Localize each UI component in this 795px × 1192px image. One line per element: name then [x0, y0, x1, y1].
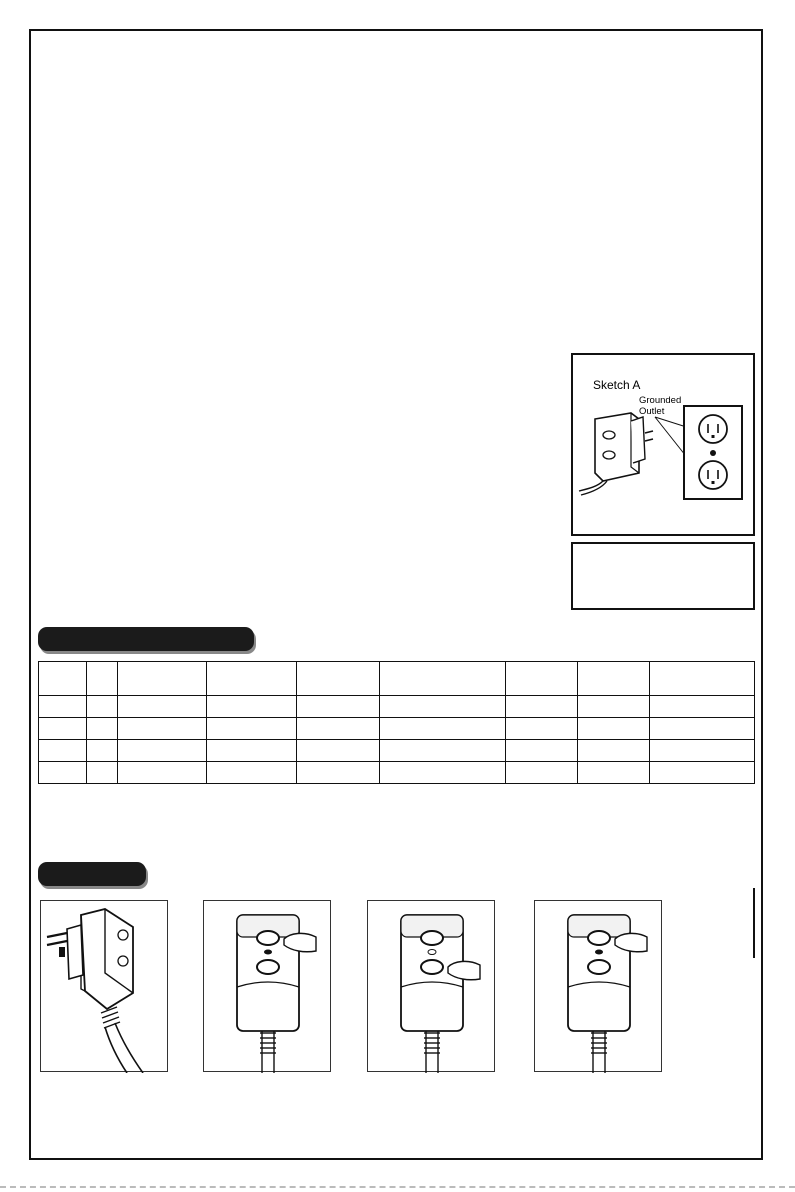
table-cell	[578, 740, 650, 762]
table-cell	[39, 718, 87, 740]
table-cell	[506, 696, 578, 718]
table-cell	[39, 762, 87, 784]
table-cell	[297, 662, 380, 696]
cut-line	[0, 1186, 795, 1188]
table-cell	[118, 696, 207, 718]
table-cell	[297, 718, 380, 740]
table-cell	[506, 740, 578, 762]
table-cell	[650, 740, 755, 762]
table-cell	[297, 762, 380, 784]
table-cell	[118, 662, 207, 696]
sketch-a-illustration	[573, 355, 757, 538]
table-row	[39, 740, 755, 762]
table-header-row	[39, 662, 755, 696]
plate-screw	[710, 450, 716, 456]
table-cell	[39, 696, 87, 718]
remote-plug-side-view	[40, 900, 168, 1072]
plug-device	[579, 413, 653, 495]
table-cell	[380, 662, 506, 696]
table-cell	[118, 762, 207, 784]
table-cell	[207, 740, 297, 762]
bottom-receptacle	[699, 461, 727, 489]
sketch-a-box	[571, 353, 755, 536]
note-box	[571, 542, 755, 610]
table-cell	[578, 762, 650, 784]
remote-top-button-press-alt	[534, 900, 662, 1072]
table-cell	[207, 718, 297, 740]
section-header-bar	[38, 862, 146, 886]
table-row	[39, 762, 755, 784]
table-cell	[87, 740, 118, 762]
margin-mark	[753, 888, 755, 958]
table-cell	[578, 696, 650, 718]
table-cell	[650, 718, 755, 740]
table-cell	[118, 718, 207, 740]
spec-table	[38, 661, 755, 784]
table-cell	[297, 740, 380, 762]
table-cell	[380, 696, 506, 718]
table-cell	[650, 696, 755, 718]
outlet-label: Outlet	[639, 406, 665, 417]
grounded-label: Grounded	[639, 395, 682, 406]
sketch-a-title: Sketch A	[593, 378, 641, 392]
table-cell	[87, 696, 118, 718]
table-cell	[380, 740, 506, 762]
table-cell	[506, 718, 578, 740]
table-cell	[87, 762, 118, 784]
table-cell	[87, 718, 118, 740]
top-receptacle	[699, 415, 727, 443]
remote-bottom-button-press	[367, 900, 495, 1072]
table-cell	[87, 662, 118, 696]
table-cell	[506, 762, 578, 784]
table-cell	[650, 662, 755, 696]
table-cell	[207, 696, 297, 718]
table-cell	[207, 762, 297, 784]
table-cell	[297, 696, 380, 718]
remote-top-button-press	[203, 900, 331, 1072]
table-cell	[118, 740, 207, 762]
table-cell	[650, 762, 755, 784]
table-cell	[380, 762, 506, 784]
table-cell	[506, 662, 578, 696]
table-cell	[39, 740, 87, 762]
table-row	[39, 696, 755, 718]
table-cell	[207, 662, 297, 696]
table-cell	[578, 662, 650, 696]
section-header-bar	[38, 627, 254, 651]
table-row	[39, 718, 755, 740]
table-cell	[39, 662, 87, 696]
table-cell	[380, 718, 506, 740]
table-cell	[578, 718, 650, 740]
